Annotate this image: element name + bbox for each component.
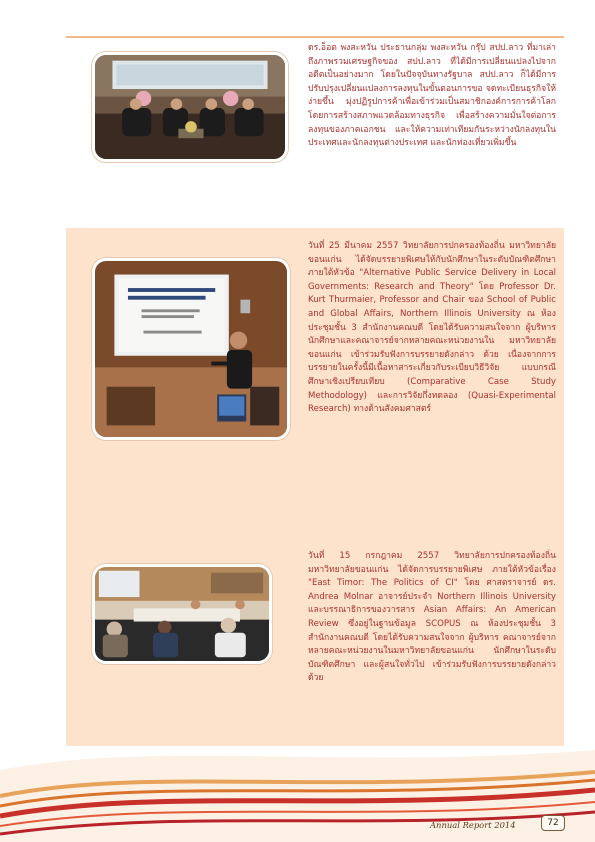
- paragraph-laos-economy: ดร.อ็อต พงสะหวัน ประธานกลุ่ม พงสะหวัน กรุ๊ป สปป.ลาว ที่มาเล่าถึงภาพรวมเศรษฐกิจของ สปป.ลาว ที่ได้มีการเปลี่ยนแปลงไปจากอดีตเป็นอย่างมาก โดยในปัจจุบันทางรัฐบาล สปป.ลาว ก็ได้มีการปรับปรุงเปลี่ยนแปลงการลงทุนในขั้นตอนการขอ จดทะเบียนธุรกิจให้ง่ายขึ้น มุ่งปฏิรูปการค้าเพื่อเข้าร่วมเป็นสมาชิกองค์การการค้าโลก โดยการสร้างสภาพแวดล้อมทางธุรกิจ เพื่อสร้างความมั่นใจต่อการลงทุนของภาคเอกชน และให้ความเท่าเทียมกันระหว่างนักลงทุนในประเทศและนักลงทุนต่างประเทศ และนักท่องเที่ยวเพิ่มขึ้น: [308, 43, 556, 149]
- photo-seminar-meeting: [92, 564, 272, 664]
- paragraph-lecture-march: วันที่ 25 มีนาคม 2557 วิทยาลัยการปกครองท้องถิ่น มหาวิทยาลัยขอนแก่น ได้จัดบรรยายพิเศษให้กับนักศึกษาในระดับบัณฑิตศึกษา ภายใต้หัวข้อ "Alternative Public Service Delivery in Local Governments: Research and Theory" โดย Professor Dr. Kurt Thurmaier, Professor and Chair ของ School of Public and Global Affairs, Northern Illinois University ณ ห้องประชุมชั้น 3 สำนักงานคณบดี โดยได้รับความสนใจจาก ผู้บริหาร นักศึกษาและคณาจารย์จากหลายคณะหน่วยงานใน มหาวิทยาลัยขอนแก่น เข้าร่วมรับฟังการบรรยายดังกล่าว ด้วย เนื่องจากการบรรยายในครั้งนี้มีเนื้อหาสาระเกี่ยวกับระเบียบวิธีวิจัย แบบกรณีศึกษาเชิงเปรียบเทียบ (Comparative Case Study Methodology) และการวิจัยกึ่งทดลอง (Quasi-Experimental Research) ทางด้านสังคมศาสตร์: [308, 241, 556, 415]
- photo-lecture-presentation: [92, 258, 290, 440]
- page-number: 72: [541, 815, 565, 831]
- footer-title: Annual Report 2014: [430, 820, 516, 830]
- photo-panel-discussion: [92, 52, 288, 162]
- paragraph-lecture-july: วันที่ 15 กรกฎาคม 2557 วิทยาลัยการปกครองท้องถิ่น มหาวิทยาลัยขอนแก่น ได้จัดการบรรยายพิเศษ ภายใต้หัวข้อเรื่อง "East Timor: The Politics of CI" โดย ศาสตราจารย์ ดร. Andrea Molnar อาจารย์ประจำ Northern Illinois University และบรรณาธิการของวารสาร Asian Affairs: An American Review ซึ่งอยู่ในฐานข้อมูล SCOPUS ณ ห้องประชุมชั้น 3 สำนักงานคณบดี โดยได้รับความสนใจจาก ผู้บริหาร คณาจารย์จากหลายคณะหน่วยงานในมหาวิทยาลัยขอนแก่น นักศึกษาในระดับบัณฑิตศึกษา และผู้สนใจทั่วไป เข้าร่วมรับฟังการบรรยายดังกล่าวด้วย: [308, 551, 556, 684]
